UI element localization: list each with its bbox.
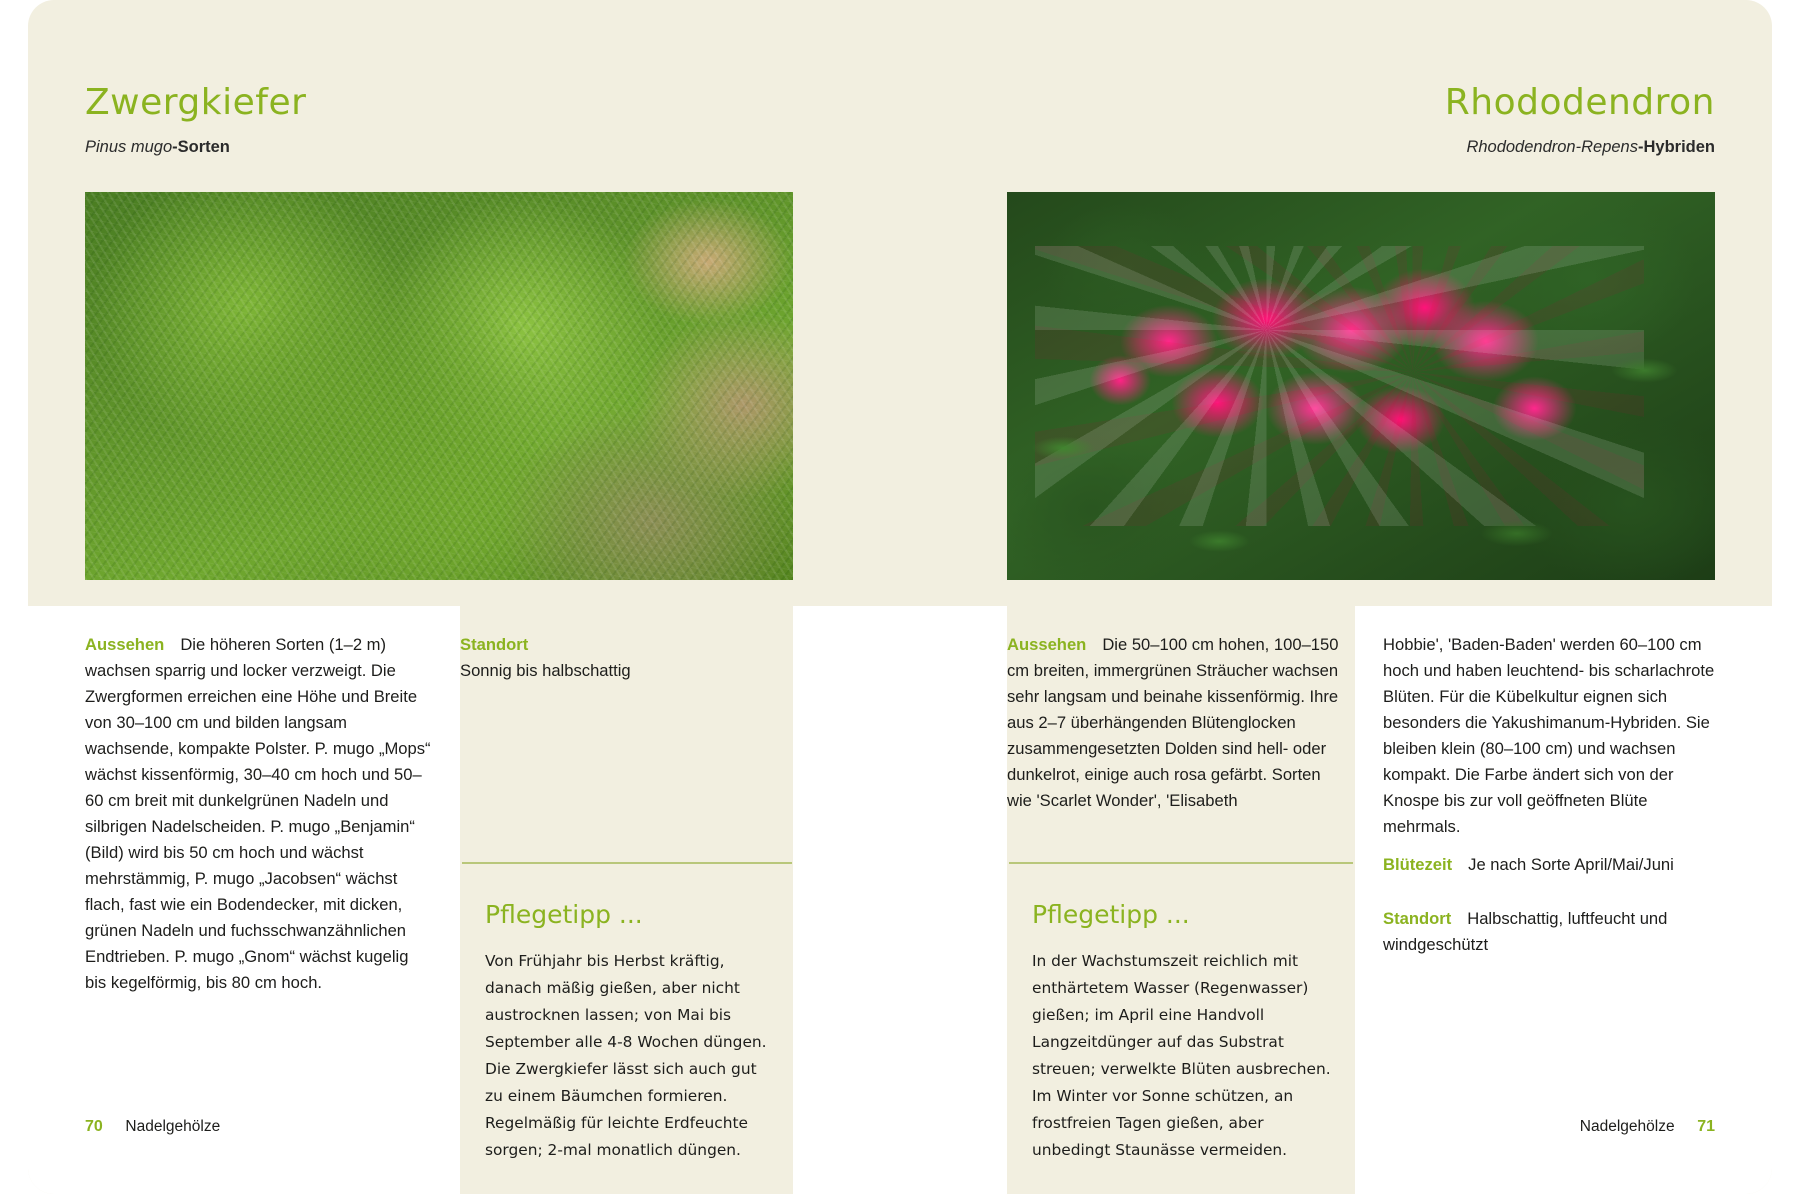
left-tip-body: Von Frühjahr bis Herbst kräftig, danach mäßig gießen, aber nicht austrocknen lassen; von Mai bis September alle 4-8 Wochen düngen. Die Zwergkiefer lässt sich auch gut zu einem Bäumchen formieren. Regelmäßig für leichte Erdfeuchte sorgen; 2-mal monatlich düngen.	[485, 952, 767, 1159]
right-page-title: Rhododendron	[1444, 82, 1715, 123]
left-body-standort: Sonnig bis halbschattig	[460, 661, 631, 680]
right-column-continued	[1383, 632, 1723, 840]
right-column-bluetezeit	[1383, 852, 1723, 878]
right-body-bluetezeit: Je nach Sorte April/Mai/Juni	[1468, 855, 1674, 874]
left-page-title: Zwergkiefer	[85, 82, 307, 123]
right-column-standort	[1383, 906, 1723, 958]
right-tip-title: Pflegetipp ...	[1032, 900, 1190, 929]
right-body-aussehen: Die 50–100 cm hohen, 100–150 cm breiten, immergrünen Sträucher wachsen sehr langsam und beinahe kissenförmig. Ihre aus 2–7 überhängenden Blütenglocken zusammengesetzten Dolden sind hell- oder dunkelrot, einige auch rosa gefärbt. Sorten wie 'Scarlet Wonder', 'Elisabeth	[1007, 635, 1339, 810]
left-folio-text: Nadelgehölze	[125, 1118, 221, 1135]
right-folio-text: Nadelgehölze	[1579, 1118, 1675, 1135]
rhododendron-leaves	[1007, 192, 1715, 580]
right-folio-number: 71	[1697, 1118, 1715, 1135]
right-subtitle-italic: Rhododendron-Repens	[1466, 138, 1638, 156]
left-subtitle-bold: -Sorten	[172, 138, 230, 156]
left-tip-rule	[462, 862, 792, 864]
right-lead-standort: Standort	[1383, 909, 1452, 928]
right-subtitle-bold: -Hybriden	[1637, 138, 1715, 156]
left-page-photo	[85, 192, 793, 580]
left-lead-aussehen: Aussehen	[85, 635, 165, 654]
right-lead-aussehen: Aussehen	[1007, 635, 1087, 654]
left-column-aussehen	[85, 632, 433, 996]
right-page-subtitle	[1466, 138, 1715, 157]
right-folio	[1580, 1118, 1715, 1136]
rhododendron-image	[1007, 192, 1715, 580]
left-page-subtitle	[85, 138, 230, 157]
left-folio-number: 70	[85, 1118, 103, 1135]
left-lead-standort: Standort	[460, 635, 529, 654]
right-column-aussehen	[1007, 632, 1340, 814]
left-subtitle-italic: Pinus mugo	[85, 138, 173, 156]
right-body-standort: Halbschattig, luftfeucht und windgeschützt	[1383, 909, 1668, 954]
left-folio	[85, 1118, 220, 1136]
right-tip-rule	[1009, 862, 1353, 864]
right-page-photo	[1007, 192, 1715, 580]
left-column-standort	[460, 632, 760, 684]
left-tip-title: Pflegetipp ...	[485, 900, 643, 929]
right-body-continued: Hobbie', 'Baden-Baden' werden 60–100 cm hoch und haben leuchtend- bis scharlachrote Blüten. Für die Kübelkultur eignen sich besonders die Yakushimanum-Hybriden. Sie bleiben klein (80–100 cm) und wachsen kompakt. Die Farbe ändert sich von der Knospe bis zur voll geöffneten Blüte mehrmals.	[1383, 635, 1715, 836]
left-body-aussehen: Die höheren Sorten (1–2 m) wachsen sparrig und locker verzweigt. Die Zwergformen erreichen eine Höhe und Breite von 30–100 cm und bilden langsam wachsende, kompakte Polster. P. mugo „Mops“ wächst kissenförmig, 30–40 cm hoch und 50–60 cm breit mit dunkelgrünen Nadeln und silbrigen Nadelscheiden. P. mugo „Benjamin“ (Bild) wird bis 50 cm hoch und wächst mehrstämmig, P. mugo „Jacobsen“ wächst flach, fast wie ein Bodendecker, mit dicken, grünen Nadeln und fuchsschwanzähnlichen Endtrieben. P. mugo „Gnom“ wächst kugelig bis kegelförmig, bis 80 cm hoch.	[85, 635, 431, 992]
right-tip-body: In der Wachstumszeit reichlich mit enthärtetem Wasser (Regenwasser) gießen; im April eine Handvoll Langzeitdünger auf das Substrat streuen; verwelkte Blüten ausbrechen. Im Winter vor Sonne schützen, an frostfreien Tagen gießen, aber unbedingt Staunässe vermeiden.	[1032, 952, 1331, 1159]
right-lead-bluetezeit: Blütezeit	[1383, 855, 1453, 874]
dwarf-pine-image	[85, 192, 793, 580]
